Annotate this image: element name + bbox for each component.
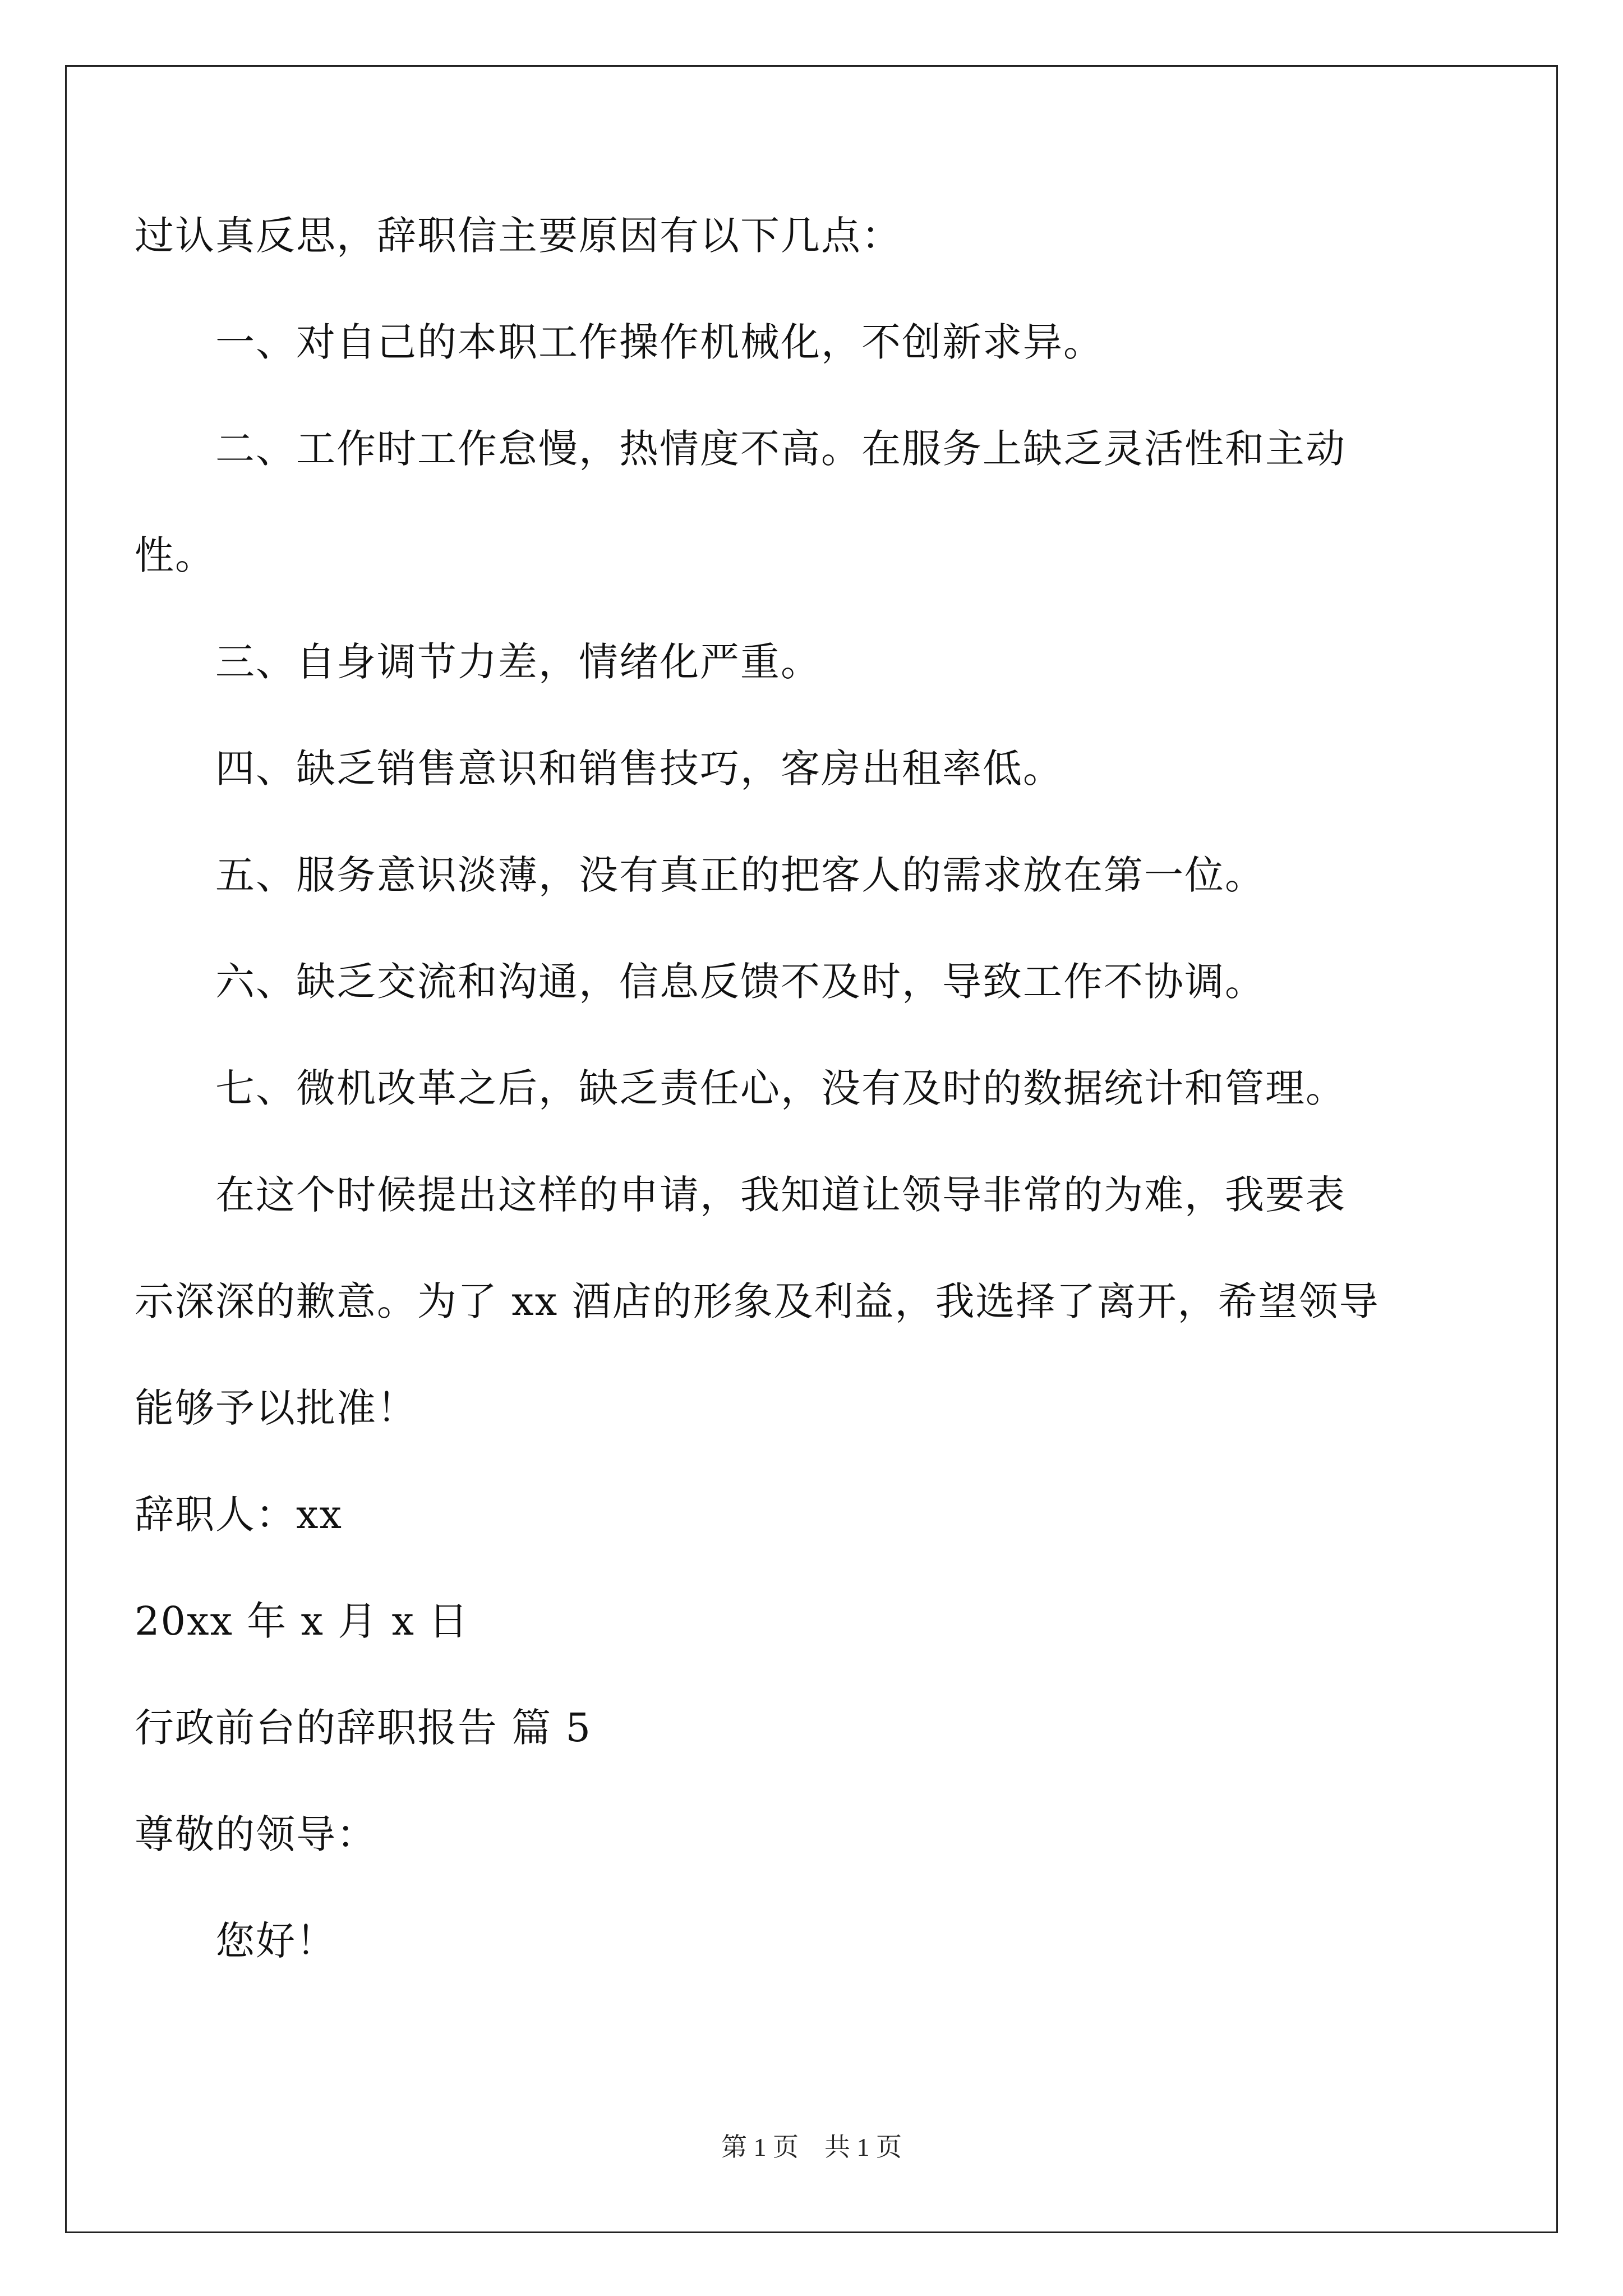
text-line-reason-1: 一、对自己的本职工作操作机械化，不创新求异。 xyxy=(215,319,1104,365)
page-number-current: 第 1 页 xyxy=(721,2133,799,2161)
page-footer xyxy=(0,2131,1623,2164)
text-line-intro: 过认真反思，辞职信主要原因有以下几点： xyxy=(135,213,902,259)
signature-name: 辞职人：xx xyxy=(135,1492,343,1538)
text-line-reason-3: 三、自身调节力差，情绪化严重。 xyxy=(215,639,821,685)
text-line-reason-4: 四、缺乏销售意识和销售技巧，客房出租率低。 xyxy=(215,746,1063,792)
signature-date: 20xx 年 x 月 x 日 xyxy=(135,1598,469,1644)
text-line-apology-2: 示深深的歉意。为了 xx 酒店的形象及利益，我选择了离开，希望领导 xyxy=(135,1278,1380,1324)
text-line-reason-6: 六、缺乏交流和沟通，信息反馈不及时，导致工作不协调。 xyxy=(215,959,1265,1005)
text-line-apology-3: 能够予以批准！ xyxy=(135,1385,417,1431)
greeting: 您好！ xyxy=(215,1918,336,1964)
section-title: 行政前台的辞职报告 篇 5 xyxy=(135,1705,592,1751)
text-line-reason-7: 七、微机改革之后，缺乏责任心，没有及时的数据统计和管理。 xyxy=(215,1065,1346,1111)
text-line-reason-2: 二、工作时工作怠慢，热情度不高。在服务上缺乏灵活性和主动 xyxy=(215,426,1346,472)
text-line-reason-2-cont: 性。 xyxy=(135,532,215,578)
salutation: 尊敬的领导： xyxy=(135,1811,377,1857)
page-number-total: 共 1 页 xyxy=(824,2133,902,2161)
text-line-apology-1: 在这个时候提出这样的申请，我知道让领导非常的为难，我要表 xyxy=(215,1172,1346,1218)
page-border xyxy=(65,65,1558,2233)
text-line-reason-5: 五、服务意识淡薄，没有真正的把客人的需求放在第一位。 xyxy=(215,852,1265,898)
